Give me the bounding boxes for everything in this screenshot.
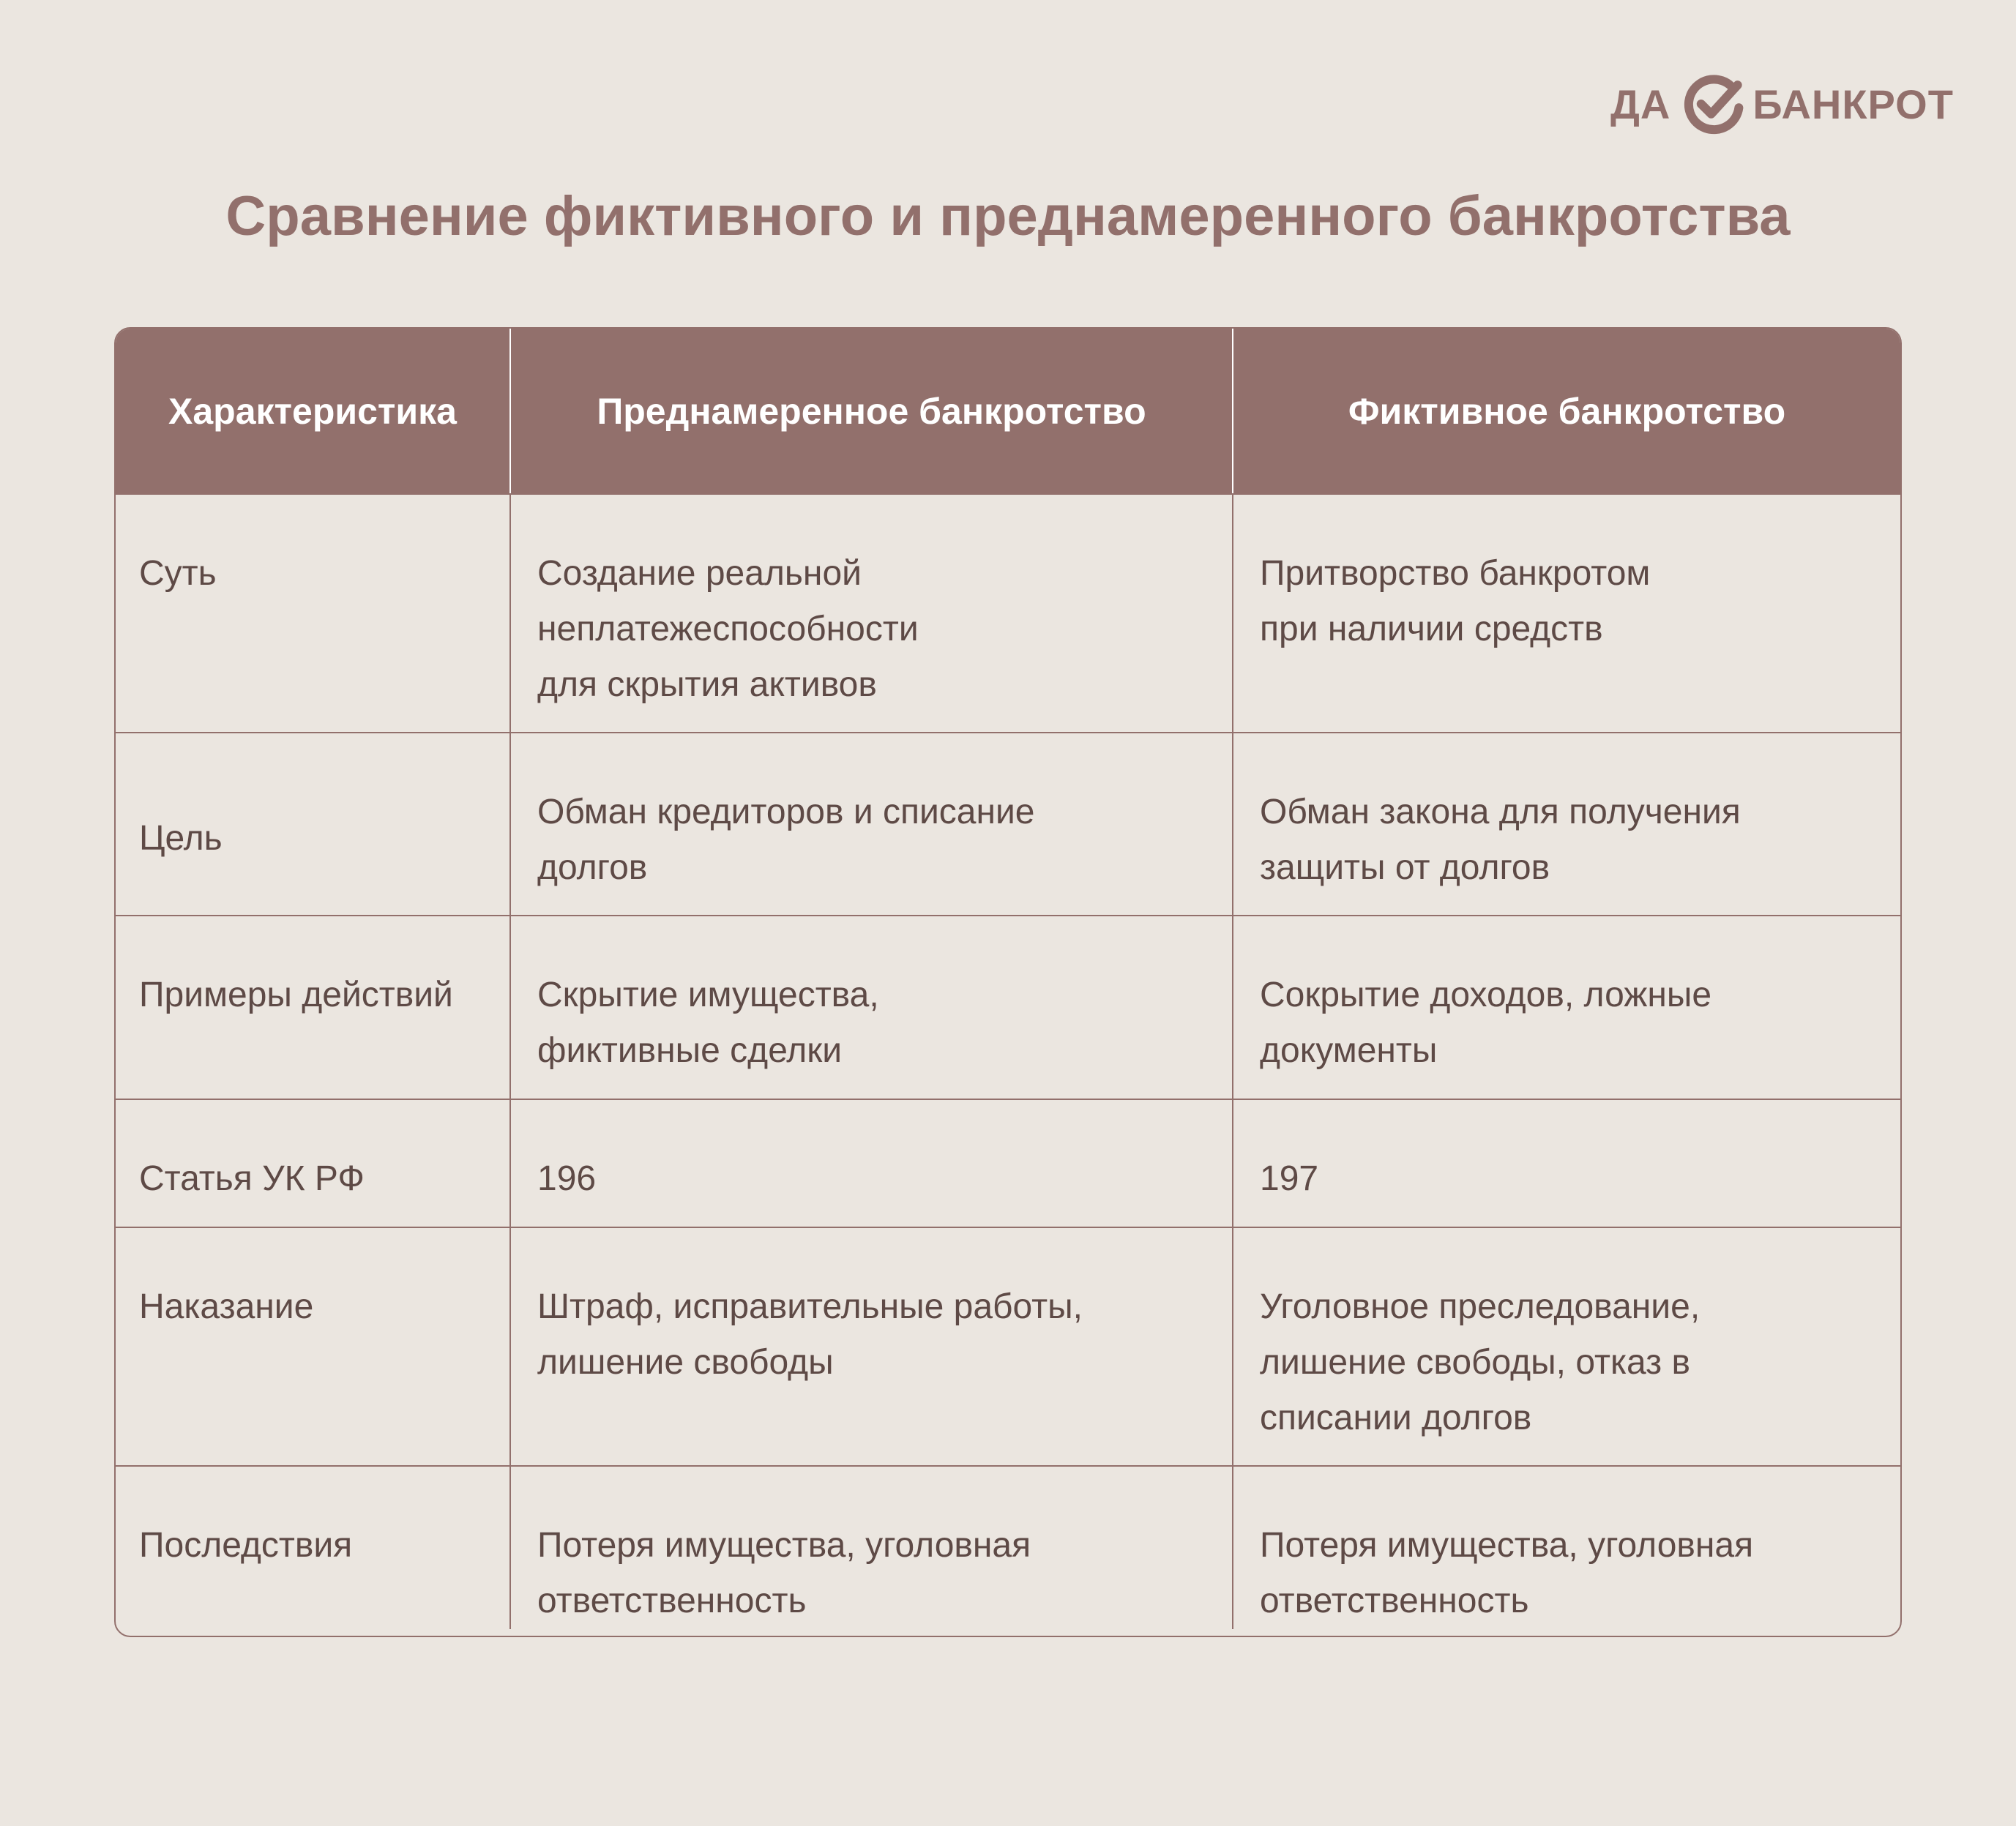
logo-right-word: БАНКРОТ [1752, 81, 1954, 127]
cell-line: лишение свободы, отказ в [1260, 1343, 1691, 1382]
cell-line: Скрытие имущества, [537, 976, 879, 1014]
table-row [116, 1227, 1900, 1465]
cell-line: при наличии средств [1260, 610, 1603, 648]
row-label: Суть [116, 495, 511, 732]
fictitious-cell [1233, 916, 1900, 1099]
cell-line: Притворство банкротом [1260, 554, 1651, 593]
check-circle-icon [1682, 72, 1745, 135]
cell-line: Потеря имущества, уголовная [537, 1526, 1031, 1565]
row-label: Наказание [116, 1228, 511, 1465]
cell-line: лишение свободы [537, 1343, 834, 1382]
intentional-cell [511, 733, 1233, 915]
fictitious-cell [1233, 1467, 1900, 1629]
intentional-cell [511, 495, 1233, 732]
row-label: Цель [116, 733, 511, 915]
fictitious-cell [1233, 733, 1900, 915]
cell-line: неплатежеспособности [537, 610, 919, 648]
cell-line: ответственность [1260, 1582, 1529, 1620]
cell-line: списании долгов [1260, 1399, 1532, 1437]
cell-line: документы [1260, 1031, 1438, 1070]
cell-line: Штраф, исправительные работы, [537, 1287, 1083, 1326]
fictitious-cell [1233, 1228, 1900, 1465]
header-cell-characteristic: Характеристика [116, 329, 511, 493]
intentional-cell [511, 1467, 1233, 1629]
table-row [116, 1099, 1900, 1227]
comparison-table [114, 327, 1902, 1637]
fictitious-cell [1233, 495, 1900, 732]
intentional-cell [511, 1228, 1233, 1465]
cell-line: Создание реальной [537, 554, 862, 593]
cell-line: Обман кредиторов и списание [537, 793, 1035, 831]
cell-line: фиктивные сделки [537, 1031, 843, 1070]
cell-line: Потеря имущества, уголовная [1260, 1526, 1754, 1565]
header-cell-fictitious: Фиктивное банкротство [1348, 390, 1786, 432]
logo [1610, 67, 1954, 141]
fictitious-cell [1233, 1100, 1900, 1227]
cell-line: Обман закона для получения [1260, 793, 1741, 831]
table-row [116, 1465, 1900, 1629]
table-row [116, 732, 1900, 915]
table-header-row [116, 329, 1900, 493]
intentional-cell [511, 1100, 1233, 1227]
table-row [116, 493, 1900, 732]
logo-left-word: ДА [1610, 81, 1671, 127]
intentional-cell [511, 916, 1233, 1099]
header-cell-intentional: Преднамеренное банкротство [511, 329, 1233, 493]
row-label: Последствия [116, 1467, 511, 1629]
cell-line: Сокрытие доходов, ложные [1260, 976, 1712, 1014]
row-label: Примеры действий [116, 916, 511, 1099]
cell-line: Уголовное преследование, [1260, 1287, 1700, 1326]
cell-line: долгов [537, 848, 648, 887]
row-label: Статья УК РФ [116, 1100, 511, 1227]
page-title: Сравнение фиктивного и преднамеренного банкротства [225, 185, 1791, 247]
table-row [116, 915, 1900, 1099]
cell-line: 197 [1260, 1159, 1319, 1198]
cell-line: 196 [537, 1159, 597, 1198]
cell-line: защиты от долгов [1260, 848, 1550, 887]
cell-line: ответственность [537, 1582, 807, 1620]
cell-line: для скрытия активов [537, 665, 877, 704]
